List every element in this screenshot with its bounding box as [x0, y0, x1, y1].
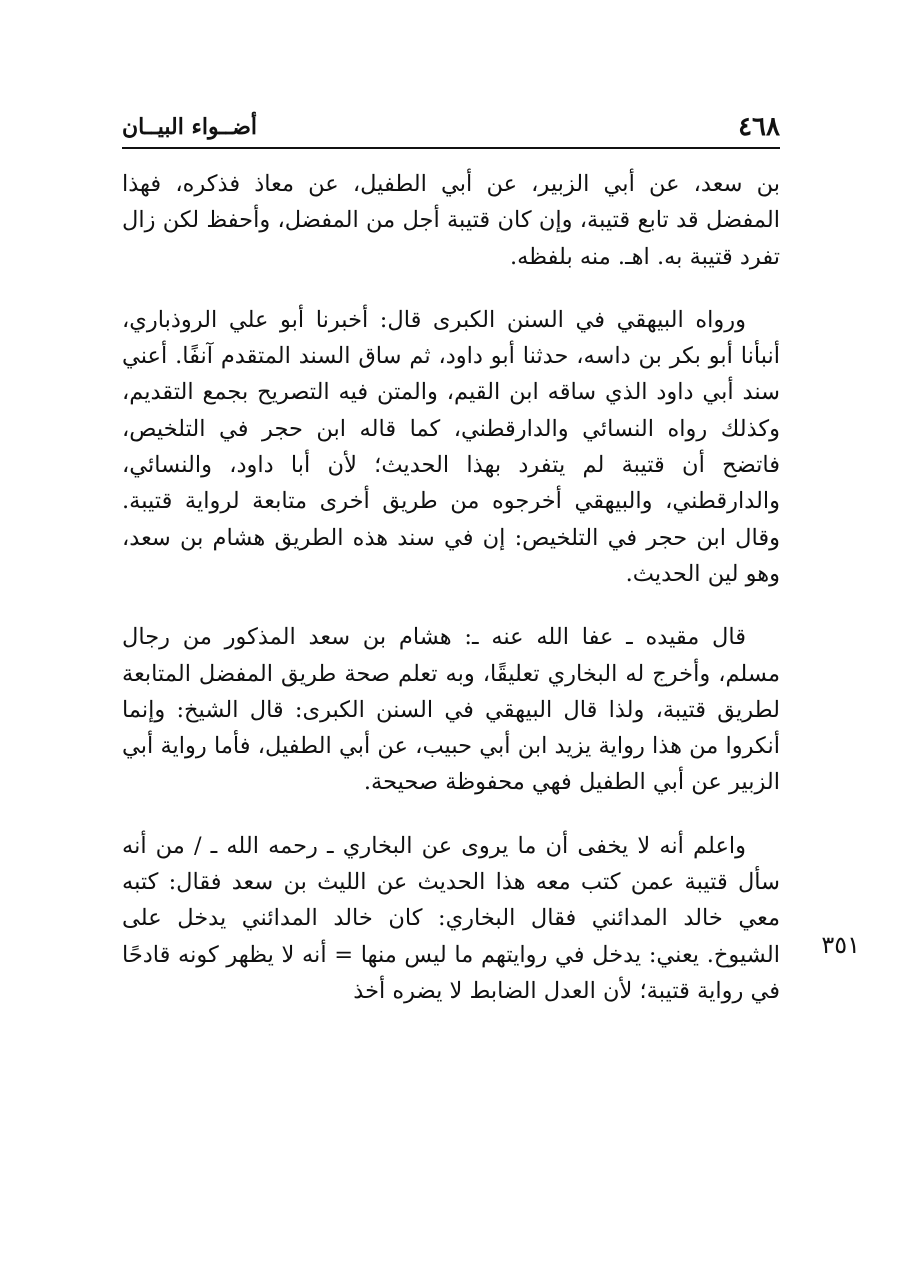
book-title: أضــواء البيــان: [122, 114, 258, 140]
paragraph-bayhaqi: ورواه البيهقي في السنن الكبرى قال: أخبرنا أبو علي الروذباري، أنبأنا أبو بكر بن داسه، حدثنا أبو داود، ثم ساق السند المتقدم آنفًا. أعني سند أبي داود الذي ساقه ابن القيم، والمتن فيه التصريح بجمع التقديم، وكذلك رواه النسائي والدارقطني، كما قاله ابن حجر في التلخيص، فاتضح أن قتيبة لم يتفرد بهذا الحديث؛ لأن أبا داود، والنسائي، والدارقطني، والبيهقي أخرجوه من طريق أخرى متابعة لرواية قتيبة. وقال ابن حجر في التلخيص: إن في سند هذه الطريق هشام بن سعد، وهو لين الحديث.: [122, 306, 780, 587]
page-number: ٤٦٨: [738, 112, 780, 142]
paragraph-bukhari: واعلم أنه لا يخفى أن ما يروى عن البخاري ـ رحمه الله ـ / من أنه سأل قتيبة عمن كتب معه هذا الحديث عن الليث بن سعد فقال: كتبه معي خالد المدائني فقال البخاري: كان خالد المدائني يدخل على الشيوخ. يعني: يدخل في روايتهم ما ليس منها = أنه لا يظهر كونه قادحًا في رواية قتيبة؛ لأن العدل الضابط لا يضره أخذ: [122, 832, 780, 1004]
paragraph-muqayyiduh: قال مقيده ـ عفا الله عنه ـ: هشام بن سعد المذكور من رجال مسلم، وأخرج له البخاري تعليقًا، وبه تعلم صحة طريق المفضل المتابعة لطريق قتيبة، ولذا قال البيهقي في السنن الكبرى: قال الشيخ: وإنما أنكروا من هذا رواية يزيد ابن أبي حبيب، عن أبي الطفيل، فأما رواية أبي الزبير عن أبي الطفيل فهي محفوظة صحيحة.: [122, 624, 780, 796]
margin-page-reference: ٣٥١: [821, 931, 860, 959]
header-divider: [122, 147, 780, 149]
body-text: [122, 166, 780, 1036]
paragraph-continued: بن سعد، عن أبي الزبير، عن أبي الطفيل، عن معاذ فذكره، فهذا المفضل قد تابع قتيبة، وإن كان قتيبة أجل من المفضل، وأحفظ لكن زال تفرد قتيبة به. اهـ. منه بلفظه.: [122, 171, 780, 270]
running-header: [122, 104, 780, 144]
